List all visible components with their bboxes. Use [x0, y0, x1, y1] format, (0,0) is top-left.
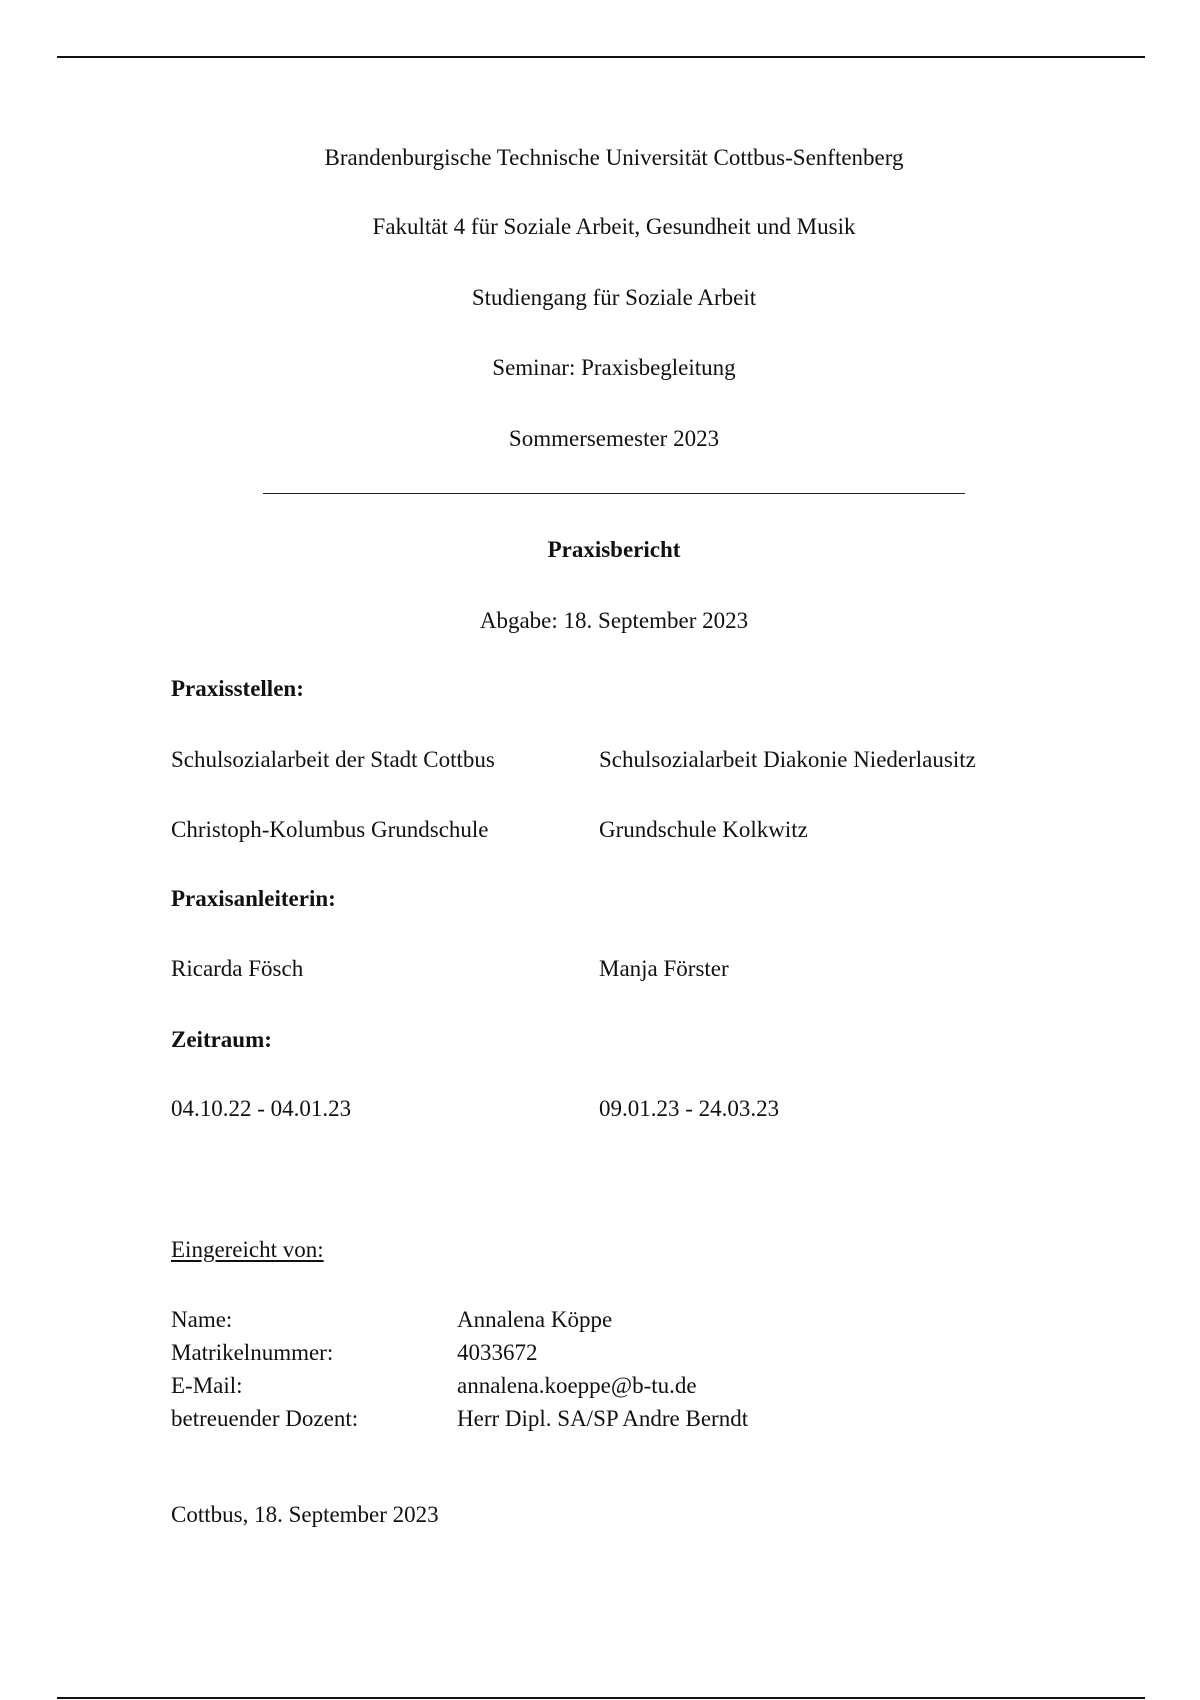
program-name: Studiengang für Soziale Arbeit — [471, 285, 757, 310]
faculty-name: Fakultät 4 für Soziale Arbeit, Gesundheit und Musik — [372, 214, 856, 239]
praxisstelle-2-org: Schulsozialarbeit Diakonie Niederlausitz — [599, 747, 976, 772]
praxisanleiterin-heading: Praxisanleiterin: — [171, 886, 336, 911]
place-date: Cottbus, 18. September 2023 — [171, 1502, 439, 1527]
email-value: annalena.koeppe@b-tu.de — [457, 1373, 697, 1398]
title-divider — [263, 493, 965, 494]
zeitraum-1: 04.10.22 - 04.01.23 — [171, 1096, 352, 1121]
semester: Sommersemester 2023 — [508, 426, 720, 451]
zeitraum-2: 09.01.23 - 24.03.23 — [599, 1096, 780, 1121]
praxisanleiterin-1: Ricarda Fösch — [171, 956, 304, 981]
lecturer-label: betreuender Dozent: — [171, 1406, 359, 1431]
praxisstelle-2-school: Grundschule Kolkwitz — [599, 817, 808, 842]
name-value: Annalena Köppe — [457, 1307, 613, 1332]
praxisstellen-heading: Praxisstellen: — [171, 676, 304, 701]
praxisstelle-1-school: Christoph-Kolumbus Grundschule — [171, 817, 489, 842]
top-rule — [57, 56, 1145, 58]
bottom-rule — [57, 1697, 1145, 1699]
matrikel-label: Matrikelnummer: — [171, 1340, 334, 1365]
zeitraum-heading: Zeitraum: — [171, 1027, 272, 1052]
university-name: Brandenburgische Technische Universität Cottbus-Senftenberg — [324, 145, 904, 170]
name-label: Name: — [171, 1307, 233, 1332]
praxisanleiterin-2: Manja Förster — [599, 956, 729, 981]
email-label: E-Mail: — [171, 1373, 243, 1398]
submitted-by-heading: Eingereicht von: — [171, 1237, 324, 1262]
submission-date: Abgabe: 18. September 2023 — [479, 608, 749, 633]
report-title: Praxisbericht — [547, 537, 681, 562]
seminar-name: Seminar: Praxisbegleitung — [492, 355, 736, 380]
praxisstelle-1-org: Schulsozialarbeit der Stadt Cottbus — [171, 747, 495, 772]
lecturer-value: Herr Dipl. SA/SP Andre Berndt — [457, 1406, 749, 1431]
matrikel-value: 4033672 — [457, 1340, 538, 1365]
